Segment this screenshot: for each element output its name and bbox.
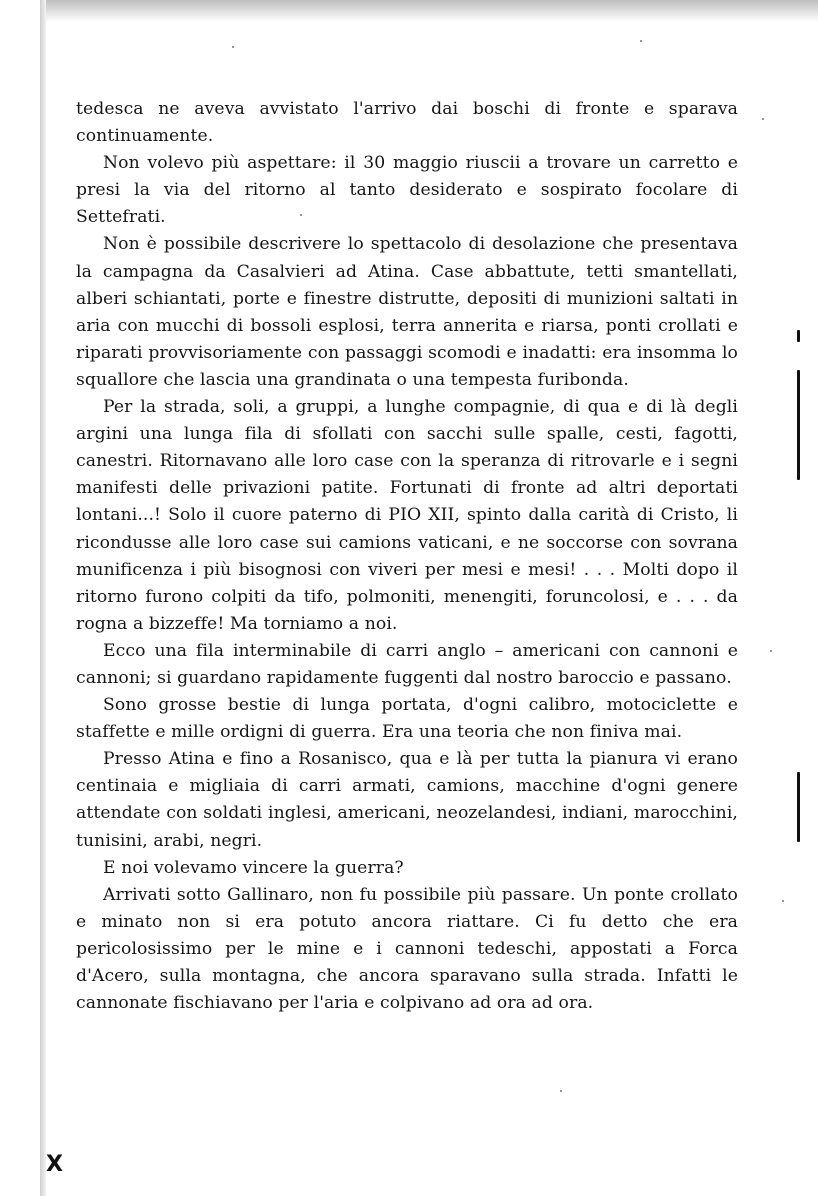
paragraph: Non volevo più aspettare: il 30 maggio riuscii a trovare un carretto e presi la via del ritorno al tanto desiderato e sospirato focolare di Settefrati. — [76, 153, 738, 228]
scan-fold-mark — [797, 330, 800, 342]
paragraph: E noi volevamo vincere la guerra? — [103, 857, 404, 878]
paragraph: Non è possibile descrivere lo spettacolo di desolazione che presentava la campagna da Casalvieri ad Atina. Case abbattute, tetti smantellati, alberi schiantati, porte e finestre distrutte, depositi di munizioni saltati in aria con mucchi di bossoli esplosi, terra annerita e riarsa, ponti crollati e riparati provvisoriamente con passaggi scomodi e inadatti: era insomma lo squallore che lascia una grandinata o una tempesta furibonda. — [76, 234, 738, 390]
paragraph: Sono grosse bestie di lunga portata, d'ogni calibro, motociclette e staffette e mille ordigni di guerra. Era una teoria che non finiva mai. — [76, 695, 738, 743]
scan-fold-mark — [797, 772, 800, 842]
page-number: X — [46, 1152, 63, 1177]
paragraph: Presso Atina e fino a Rosanisco, qua e là per tutta la pianura vi erano centinaia e migliaia di carri armati, camions, macchine d'ogni genere attendate con soldati inglesi, americani, neozelandesi, indiani, marocchini, tunisini, arabi, negri. — [76, 749, 738, 851]
paragraph: tedesca ne aveva avvistato l'arrivo dai boschi di fronte e sparava continuamente. — [76, 99, 738, 147]
paragraph: Arrivati sotto Gallinaro, non fu possibile più passare. Un ponte crollato e minato non si era potuto ancora riattare. Ci fu detto che era pericolosissimo per le mine e i cannoni tedeschi, appostati a Forca d'Acero, sulla montagna, che ancora sparavano sulla strada. Infatti le cannonate fischiavano per l'aria e colpivano ad ora ad ora. — [76, 884, 738, 1014]
scan-left-edge — [40, 0, 46, 1196]
body-text — [76, 96, 738, 1017]
scan-speck — [232, 46, 234, 48]
scan-speck — [560, 1090, 562, 1092]
scan-speck — [640, 40, 642, 42]
scan-speck — [762, 118, 764, 120]
scan-speck — [782, 900, 784, 902]
scan-speck — [770, 650, 772, 652]
scan-top-edge — [42, 0, 818, 22]
scan-fold-mark — [797, 370, 800, 480]
paragraph: Per la strada, soli, a gruppi, a lunghe compagnie, di qua e di là degli argini una lunga fila di sfollati con sacchi sulle spalle, cesti, fagotti, canestri. Ritornavano alle loro case con la speranza di ritrovarle e i segni manifesti delle privazioni patite. Fortunati di fronte ad altri deportati lontani...! Solo il cuore paterno di PIO XII, spinto dalla carità di Cristo, li ricondusse alle loro case sui camions vaticani, e ne soccorse con sovrana munificenza i più bisognosi con viveri per mesi e mesi! . . . Molti dopo il ritorno furono colpiti da tifo, polmoniti, menengiti, foruncolosi, e . . . da rogna a bizzeffe! Ma torniamo a noi. — [76, 397, 738, 634]
paragraph: Ecco una fila interminabile di carri anglo – americani con cannoni e cannoni; si guardano rapidamente fuggenti dal nostro baroccio e passano. — [76, 640, 738, 688]
